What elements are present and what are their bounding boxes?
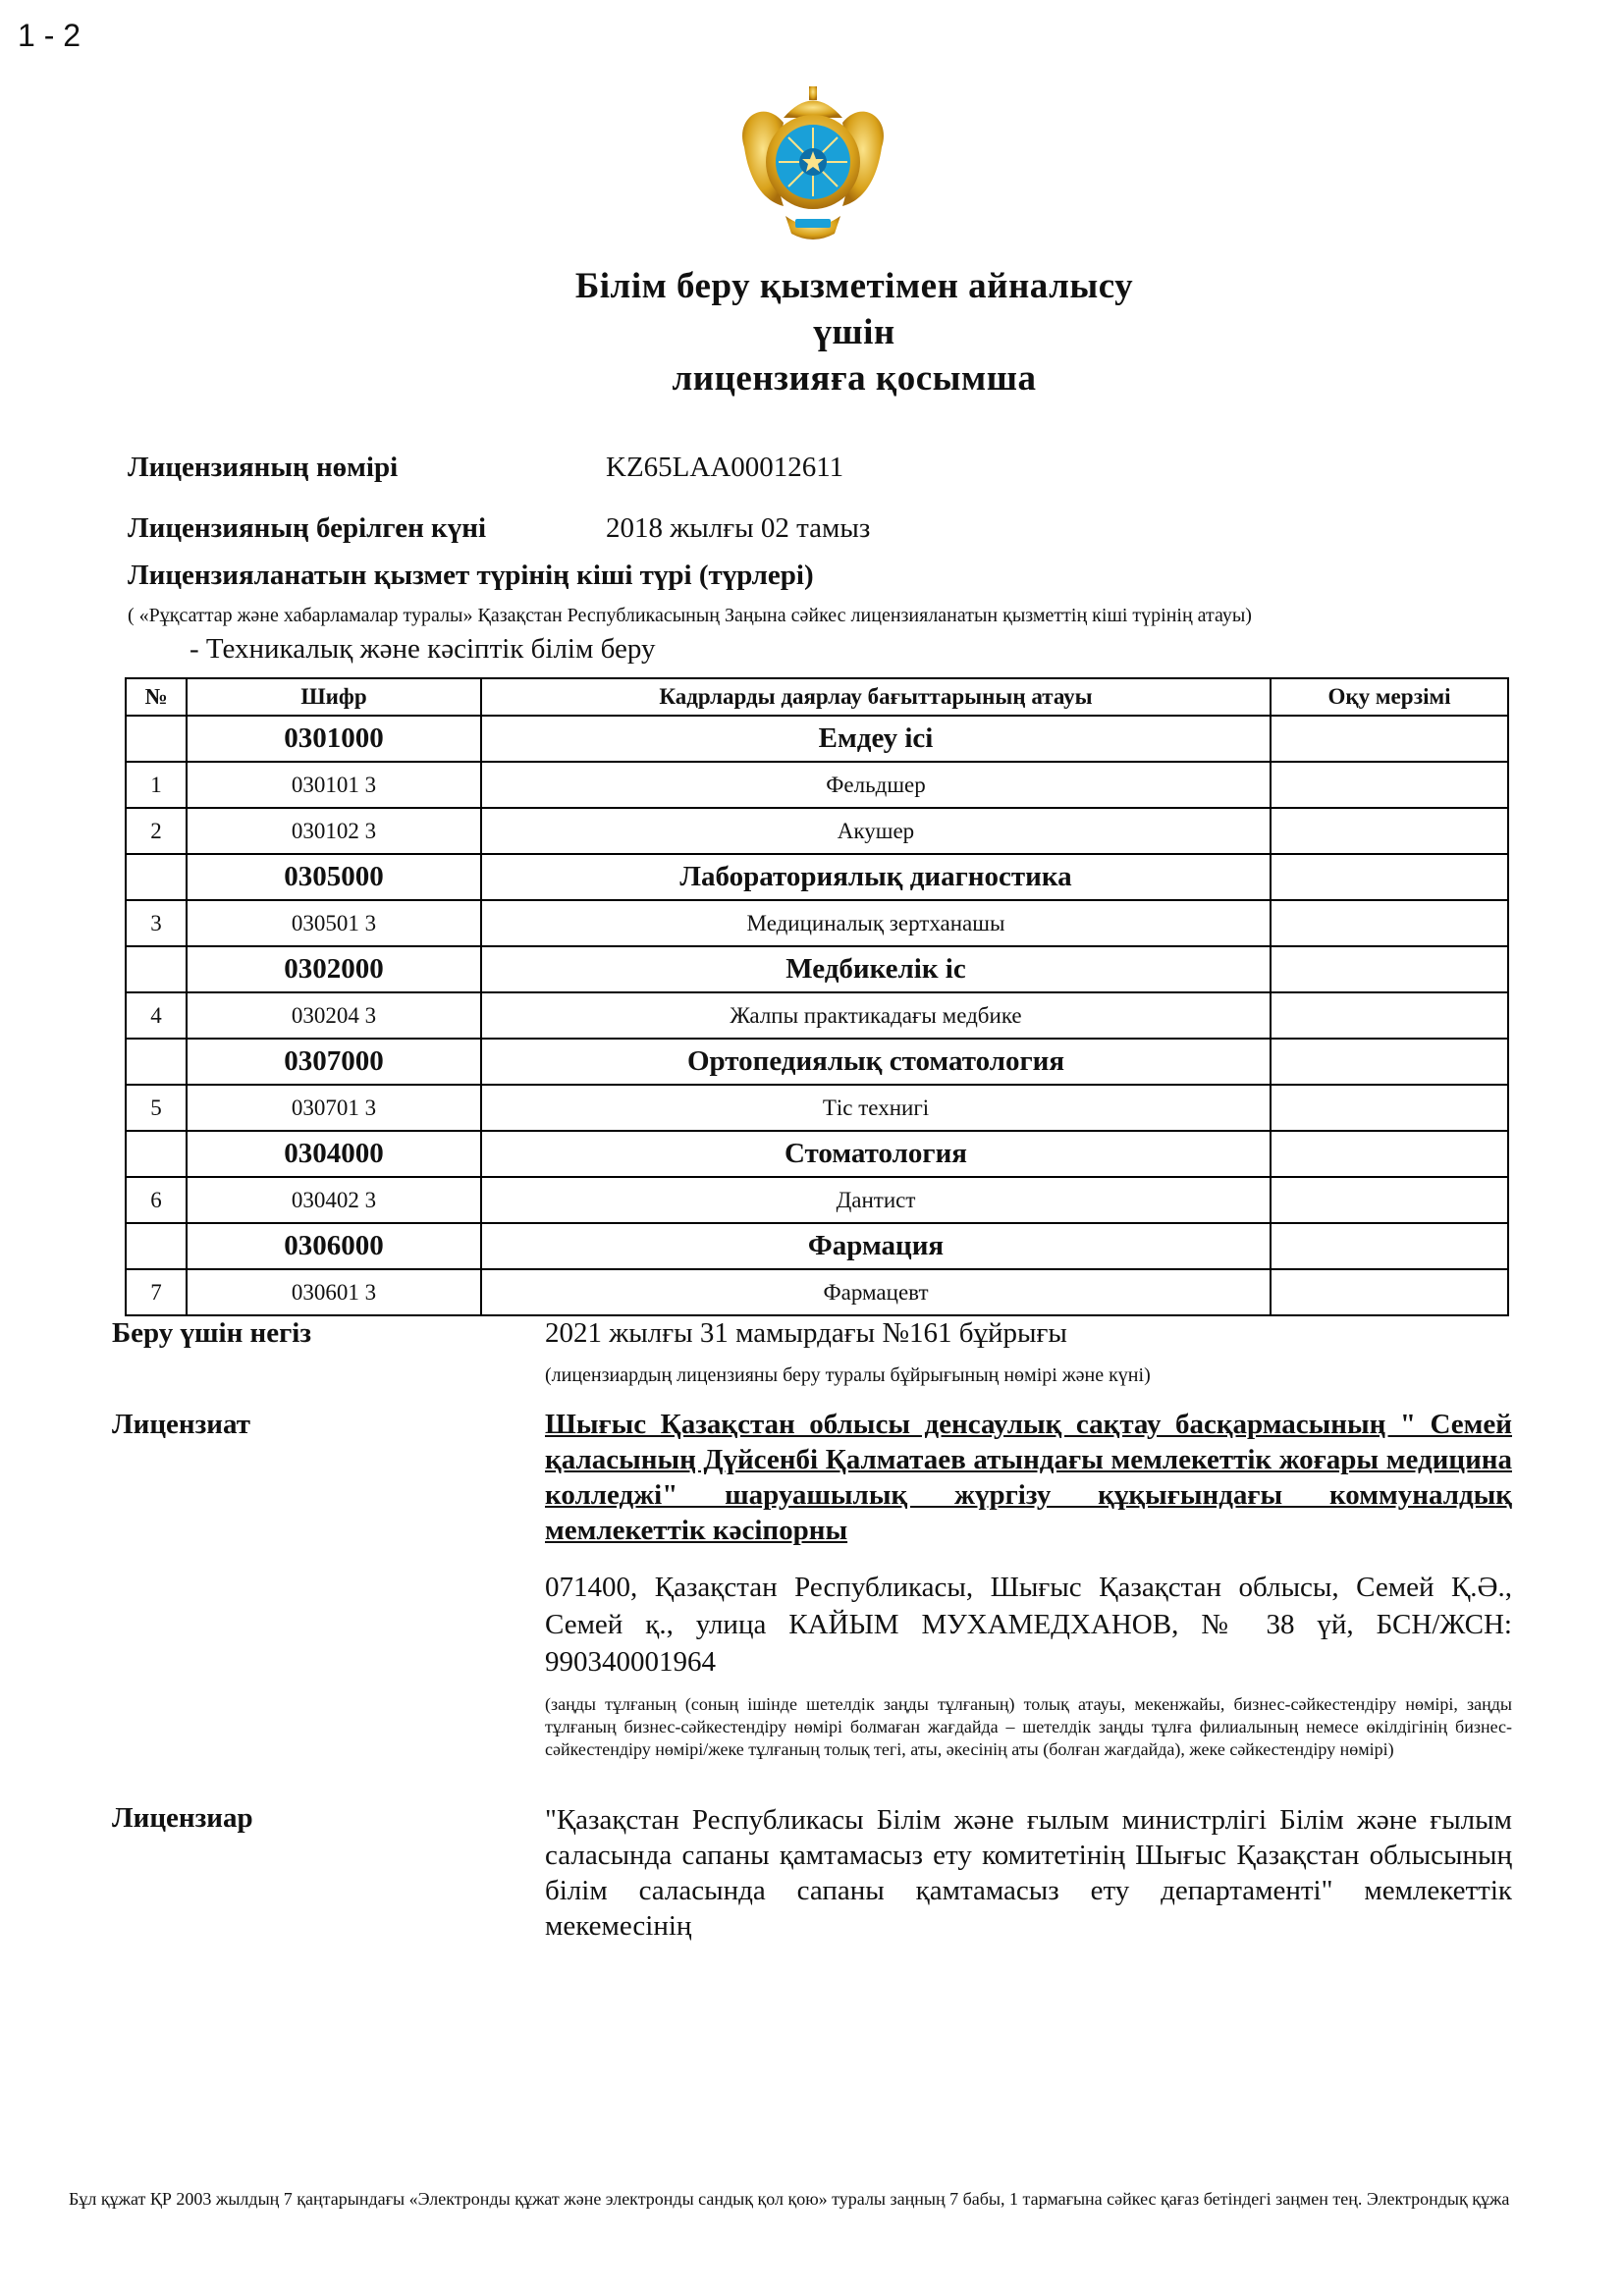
title-line-3: лицензияға қосымша xyxy=(672,358,1037,399)
row-code: 030501 3 xyxy=(187,900,481,946)
row-number: 2 xyxy=(126,808,187,854)
title-line-2: үшін xyxy=(813,312,895,352)
license-number-value: KZ65LAA00012611 xyxy=(606,452,844,483)
row-code: 0301000 xyxy=(187,716,481,762)
row-term xyxy=(1271,1131,1508,1177)
licensee-note: (заңды тұлғаның (соның ішінде шетелдік заңды тұлғаның) толық атауы, мекенжайы, бизнес-сәйкестендіру нөмірі, заңды тұлғаның бизнес-сәйкестендіру нөмірі болмаған жағдайда – шетелдік заңды тұлға филиалының немесе өкілдігінің бизнес-сәйкестендіру нөмірі/жеке тұлғаның толық тегі, аты, әкесінің аты (болған жағдайда), жеке сәйкестендіру нөмірі) xyxy=(545,1694,1512,1759)
basis-label: Беру үшін негіз xyxy=(112,1317,311,1349)
row-code: 030402 3 xyxy=(187,1177,481,1223)
table-row xyxy=(126,1269,1508,1315)
row-number xyxy=(126,854,187,900)
row-code: 0305000 xyxy=(187,854,481,900)
row-code: 0302000 xyxy=(187,946,481,992)
row-number: 4 xyxy=(126,992,187,1039)
row-name: Ортопедиялық стоматология xyxy=(481,1039,1271,1085)
table-row xyxy=(126,808,1508,854)
row-number xyxy=(126,1039,187,1085)
row-name: Фельдшер xyxy=(481,762,1271,808)
table-group-row xyxy=(126,1131,1508,1177)
row-code: 0307000 xyxy=(187,1039,481,1085)
licensee-address: 071400, Қазақстан Республикасы, Шығыс Қазақстан облысы, Семей Қ.Ә., Семей қ., улица КАЙЫМ МУХАМЕДХАНОВ, № 38 үй, БСН/ЖСН: 990340001964 xyxy=(545,1572,1512,1678)
table-row xyxy=(126,762,1508,808)
row-name: Стоматология xyxy=(481,1131,1271,1177)
column-header-study-term: Оқу мерзімі xyxy=(1271,678,1508,716)
row-name: Фармация xyxy=(481,1223,1271,1269)
issue-date-value: 2018 жылғы 02 тамыз xyxy=(606,512,871,544)
document-title xyxy=(295,263,1414,401)
licensor-label: Лицензиар xyxy=(112,1802,253,1834)
row-term xyxy=(1271,854,1508,900)
row-code: 030701 3 xyxy=(187,1085,481,1131)
row-term xyxy=(1271,808,1508,854)
row-term xyxy=(1271,1085,1508,1131)
licensee-label: Лицензиат xyxy=(112,1409,250,1440)
row-number: 3 xyxy=(126,900,187,946)
row-name: Емдеу ісі xyxy=(481,716,1271,762)
subtype-value: - Техникалық және кәсіптік білім беру xyxy=(189,633,656,665)
row-code: 030101 3 xyxy=(187,762,481,808)
row-number: 7 xyxy=(126,1269,187,1315)
row-name: Жалпы практикадағы медбике xyxy=(481,992,1271,1039)
table-row xyxy=(126,1177,1508,1223)
license-number-label: Лицензияның нөмірі xyxy=(128,452,399,483)
legal-footer: Бұл құжат ҚР 2003 жылдың 7 қаңтарындағы «Электронды құжат және электронды сандық қол қою» туралы заңның 7 бабы, 1 тармағына сәйкес қағаз бетіндегі заңмен тең. Электрондық құжа xyxy=(69,2189,1510,2209)
row-name: Медициналық зертханашы xyxy=(481,900,1271,946)
basis-note: (лицензиардың лицензияны беру туралы бұйрығының нөмірі және күні) xyxy=(545,1364,1151,1386)
table-group-row xyxy=(126,716,1508,762)
issue-date-label: Лицензияның берілген күні xyxy=(128,512,487,544)
training-directions-table xyxy=(125,677,1509,1316)
row-name: Лабораториялық диагностика xyxy=(481,854,1271,900)
subtype-label: Лицензияланатын қызмет түрінің кіші түрі (түрлері) xyxy=(128,560,814,591)
row-number xyxy=(126,1131,187,1177)
table-row xyxy=(126,1085,1508,1131)
row-term xyxy=(1271,1177,1508,1223)
row-term xyxy=(1271,716,1508,762)
table-group-row xyxy=(126,1039,1508,1085)
row-name: Акушер xyxy=(481,808,1271,854)
table-row xyxy=(126,992,1508,1039)
row-number xyxy=(126,1223,187,1269)
row-code: 0306000 xyxy=(187,1223,481,1269)
subtype-note: ( «Рұқсаттар және хабарламалар туралы» Қазақстан Республикасының Заңына сәйкес лицензияланатын қызметтің кіші түрінің атауы) xyxy=(128,605,1252,626)
row-term xyxy=(1271,762,1508,808)
licensor-value: "Қазақстан Республикасы Білім және ғылым министрлігі Білім және ғылым саласында сапаны қамтамасыз ету комитетінің Шығыс Қазақстан облысының білім саласында сапаны қамтамасыз ету департаменті" мемлекеттік мекемесінің xyxy=(545,1804,1512,1942)
table-row xyxy=(126,900,1508,946)
row-term xyxy=(1271,992,1508,1039)
kazakhstan-state-emblem-icon xyxy=(725,79,901,255)
table-group-row xyxy=(126,854,1508,900)
column-header-code: Шифр xyxy=(187,678,481,716)
row-code: 030204 3 xyxy=(187,992,481,1039)
row-name: Тіс технигі xyxy=(481,1085,1271,1131)
row-term xyxy=(1271,1269,1508,1315)
page-number: 1 - 2 xyxy=(18,18,81,53)
row-number xyxy=(126,946,187,992)
column-header-direction-name: Кадрларды даярлау бағыттарының атауы xyxy=(481,678,1271,716)
basis-value: 2021 жылғы 31 мамырдағы №161 бұйрығы xyxy=(545,1317,1067,1349)
row-name: Медбикелік іс xyxy=(481,946,1271,992)
row-code: 030601 3 xyxy=(187,1269,481,1315)
row-number xyxy=(126,716,187,762)
row-term xyxy=(1271,900,1508,946)
row-number: 5 xyxy=(126,1085,187,1131)
table-group-row xyxy=(126,1223,1508,1269)
row-name: Фармацевт xyxy=(481,1269,1271,1315)
licensee-name: Шығыс Қазақстан облысы денсаулық сақтау басқармасының " Семей қаласының Дүйсенбі Қалматаев атындағы мемлекеттік жоғары медицина колледжі" шаруашылық жүргізу құқығындағы коммуналдық мемлекеттік кәсіпорны xyxy=(545,1409,1512,1546)
table-header-row xyxy=(126,678,1508,716)
table-group-row xyxy=(126,946,1508,992)
row-number: 6 xyxy=(126,1177,187,1223)
row-term xyxy=(1271,1223,1508,1269)
row-term xyxy=(1271,946,1508,992)
column-header-number: № xyxy=(126,678,187,716)
row-code: 030102 3 xyxy=(187,808,481,854)
row-number: 1 xyxy=(126,762,187,808)
row-name: Дантист xyxy=(481,1177,1271,1223)
title-line-1: Білім беру қызметімен айналысу xyxy=(574,266,1134,306)
row-code: 0304000 xyxy=(187,1131,481,1177)
row-term xyxy=(1271,1039,1508,1085)
